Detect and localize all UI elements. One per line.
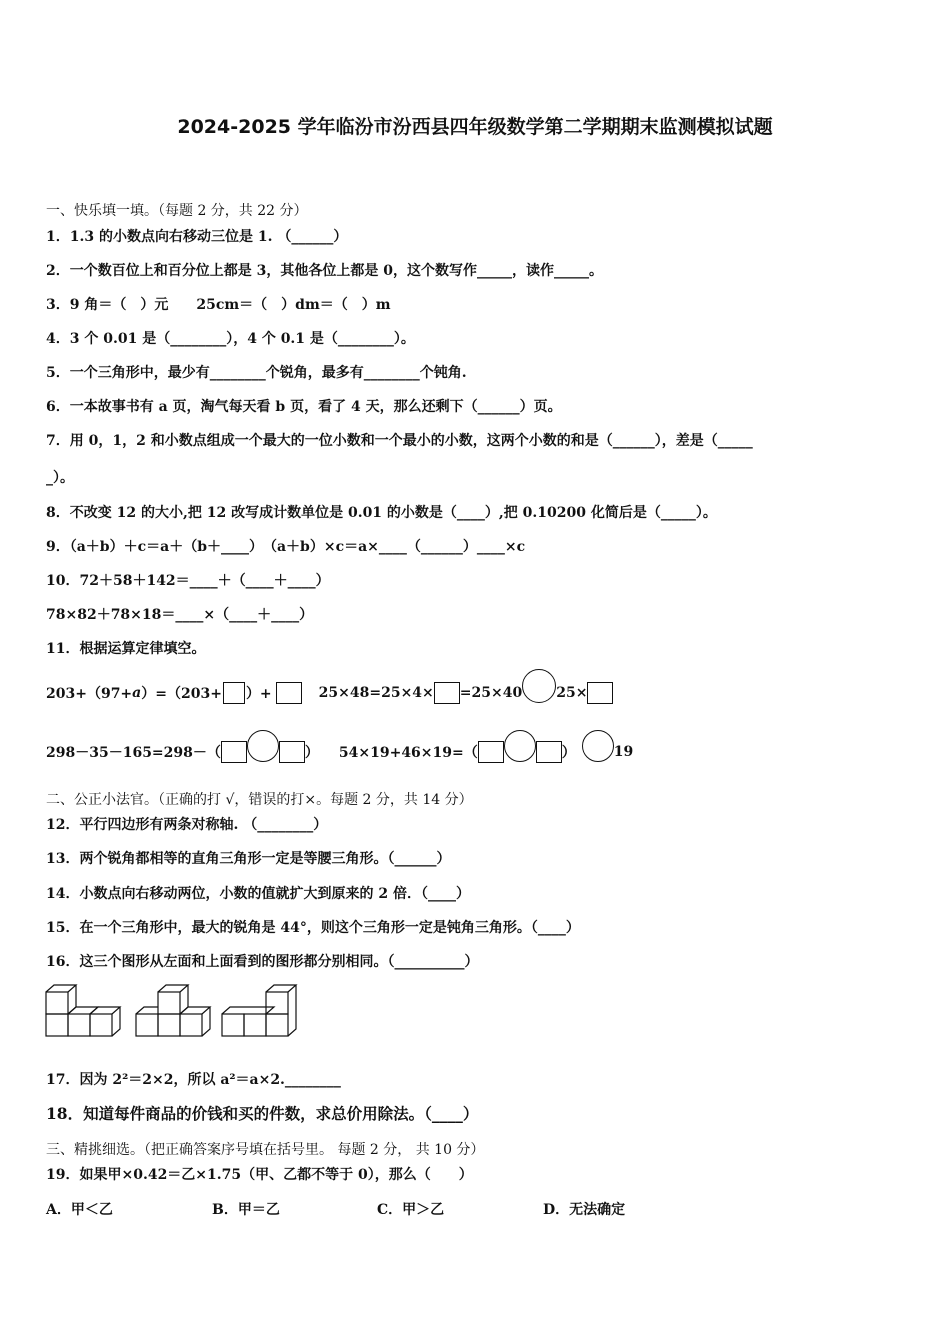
- question-17: 17．因为 2²＝2×2，所以 a²＝a×2.________: [46, 1072, 341, 1088]
- answer-box[interactable]: [587, 682, 613, 704]
- q11-r1-text-a: 203+（97+: [46, 686, 133, 702]
- answer-box[interactable]: [279, 741, 305, 763]
- answer-box[interactable]: [276, 682, 302, 704]
- figure-1: [46, 985, 120, 1036]
- answer-circle[interactable]: [522, 669, 556, 703]
- section-1-heading: 一、快乐填一填。（每题 2 分，共 22 分）: [46, 203, 308, 219]
- question-14: 14．小数点向右移动两位，小数的值就扩大到原来的 2 倍．（____）: [46, 886, 470, 902]
- question-4: 4．3 个 0.01 是（________），4 个 0.1 是（________）。: [46, 331, 415, 347]
- q11-r2-text-c: 54×19+46×19=（: [338, 745, 478, 761]
- question-18: 18．知道每件商品的价钱和买的件数，求总价用除法。（____）: [46, 1104, 479, 1123]
- figure-3: [222, 985, 296, 1036]
- question-7-line-2: _）。: [46, 470, 74, 486]
- question-10-line-1: 10．72＋58＋142＝____＋（____＋____）: [46, 573, 330, 589]
- question-3: 3．9 角＝（ ）元 25cm＝（ ）dm＝（ ）m: [46, 297, 391, 313]
- answer-box[interactable]: [536, 741, 562, 763]
- answer-circle[interactable]: [504, 730, 536, 762]
- option-c[interactable]: C．甲＞乙: [377, 1202, 445, 1218]
- q11-r1-var: a: [132, 685, 142, 701]
- answer-box[interactable]: [434, 682, 460, 704]
- answer-box[interactable]: [221, 741, 247, 763]
- question-2: 2．一个数百位上和百分位上都是 3，其他各位上都是 0，这个数写作_____，读作_____。: [46, 263, 603, 279]
- answer-box[interactable]: [223, 682, 245, 704]
- question-11: 11．根据运算定律填空。: [46, 641, 206, 657]
- section-3-heading: 三、精挑细选。（把正确答案序号填在括号里。 每题 2 分， 共 10 分）: [46, 1142, 485, 1158]
- q11-r2-text-e: 19: [613, 744, 634, 760]
- q11-r2-text-d: ）: [561, 745, 576, 761]
- question-13: 13．两个锐角都相等的直角三角形一定是等腰三角形。（______）: [46, 851, 451, 867]
- question-11-row-2: [46, 730, 633, 774]
- question-10-line-2: 78×82＋78×18＝____×（____＋____）: [46, 607, 314, 623]
- answer-box[interactable]: [478, 741, 504, 763]
- question-15: 15．在一个三角形中，最大的锐角是 44°，则这个三角形一定是钝角三角形。（____）: [46, 920, 580, 936]
- question-12: 12．平行四边形有两条对称轴. （________）: [46, 817, 328, 833]
- question-8: 8．不改变 12 的大小,把 12 改写成计数单位是 0.01 的小数是（____）,把 0.10200 化简后是（_____）。: [46, 505, 717, 521]
- cube-figures: [44, 982, 304, 1042]
- option-b[interactable]: B．甲＝乙: [212, 1202, 280, 1218]
- section-2-heading: 二、公正小法官。（正确的打 √，错误的打×。每题 2 分，共 14 分）: [46, 792, 473, 808]
- option-a[interactable]: A．甲＜乙: [46, 1202, 113, 1218]
- question-5: 5．一个三角形中，最少有________个锐角，最多有________个钝角.: [46, 365, 467, 381]
- option-d[interactable]: D．无法确定: [543, 1202, 626, 1218]
- question-19: 19．如果甲×0.42＝乙×1.75（甲、乙都不等于 0），那么（ ）: [46, 1167, 473, 1183]
- question-16: 16．这三个图形从左面和上面看到的图形都分别相同。（__________）: [46, 954, 479, 970]
- q11-r1-text-d: 25×48=25×4×: [318, 685, 434, 701]
- answer-circle[interactable]: [247, 730, 279, 762]
- question-11-row-1: [46, 672, 613, 714]
- question-6: 6．一本故事书有 a 页，淘气每天看 b 页，看了 4 天，那么还剩下（______）页。: [46, 399, 562, 415]
- q11-r1-text-f: 25×: [556, 685, 588, 701]
- page-title: 2024-2025 学年临汾市汾西县四年级数学第二学期期末监测模拟试题: [177, 116, 773, 138]
- question-1: 1．1.3 的小数点向右移动三位是 1. （______）: [46, 229, 348, 245]
- answer-circle[interactable]: [582, 730, 614, 762]
- q11-r2-text-b: ）: [304, 745, 319, 761]
- question-9: 9．（a＋b）＋c＝a＋（b＋____） （a＋b）×c＝a×____（______）____×c: [46, 539, 526, 555]
- figure-2: [136, 985, 210, 1036]
- q11-r2-text-a: 298－35－165=298－（: [46, 745, 221, 761]
- q11-r1-text-e: =25×40: [459, 685, 523, 701]
- q11-r1-text-b: ）=（203+: [141, 686, 222, 702]
- q11-r1-text-c: ）+: [245, 686, 272, 702]
- question-7-line-1: 7．用 0，1，2 和小数点组成一个最大的一位小数和一个最小的小数，这两个小数的和是（______），差是（_____: [46, 433, 753, 449]
